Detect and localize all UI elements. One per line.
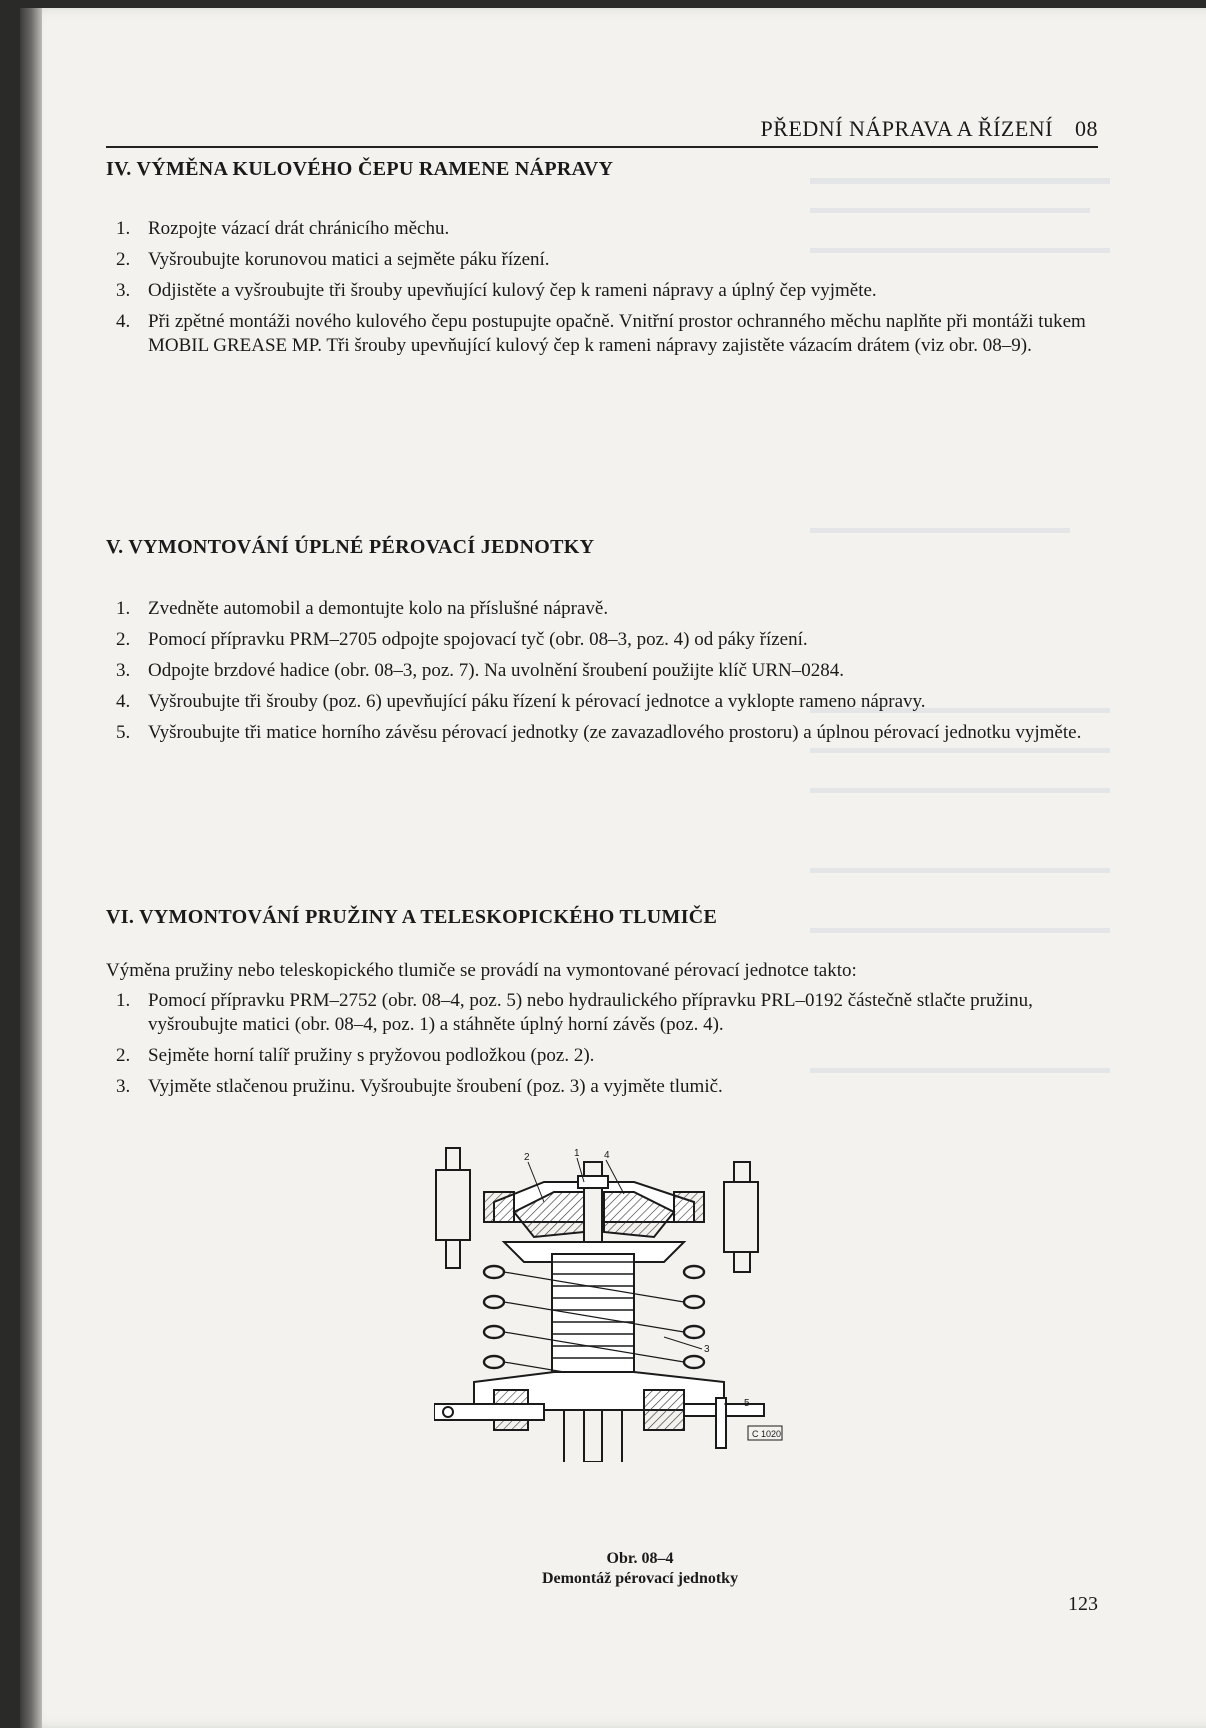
figure-caption-number: Obr. 08–4 [606,1550,674,1567]
section-iv-list [106,217,1118,358]
item-number: 1. [116,990,131,1011]
running-header [106,112,1098,148]
document-page [20,8,1206,1728]
item-text: Vyšroubujte korunovou matici a sejměte páku řízení. [148,249,550,270]
item-number: 3. [116,280,131,301]
section-vi-list [106,989,1118,1099]
item-number: 3. [116,660,131,681]
callout-2: 2 [524,1152,530,1163]
callout-5: 5 [744,1398,750,1409]
section-v [106,536,1118,752]
list-item [106,1044,1118,1068]
callout-4: 4 [604,1150,610,1161]
callout-3: 3 [704,1344,710,1355]
list-item [106,597,1118,621]
item-number: 4. [116,691,131,712]
item-text: Pomocí přípravku PRM–2705 odpojte spojovací tyč (obr. 08–3, poz. 4) od páky řízení. [148,629,808,650]
item-number: 3. [116,1076,131,1097]
list-item [106,659,1118,683]
section-iv-heading: IV. VÝMĚNA KULOVÉHO ČEPU RAMENE NÁPRAVY [106,158,614,180]
item-text: Odjistěte a vyšroubujte tři šrouby upevňující kulový čep k rameni nápravy a úplný čep vyjměte. [148,280,877,301]
bellows [552,1254,634,1372]
item-number: 5. [116,722,131,743]
list-item [106,1075,1118,1099]
chapter-number: 08 [1075,116,1098,141]
section-v-heading: V. VYMONTOVÁNÍ ÚPLNÉ PÉROVACÍ JEDNOTKY [106,536,595,558]
figure-code: C 1020 [752,1429,782,1439]
item-text: Sejměte horní talíř pružiny s pryžovou podložkou (poz. 2). [148,1045,595,1066]
item-text: Odpojte brzdové hadice (obr. 08–3, poz. 7). Na uvolnění šroubení použijte klíč URN–0284. [148,660,844,681]
item-number: 4. [116,311,131,332]
list-item [106,690,1118,714]
item-number: 2. [116,249,131,270]
item-number: 1. [116,218,131,239]
item-number: 2. [116,629,131,650]
section-vi-heading: VI. VYMONTOVÁNÍ PRUŽINY A TELESKOPICKÉHO TLUMIČE [106,906,718,928]
item-text: Pomocí přípravku PRM–2752 (obr. 08–4, poz. 5) nebo hydraulického přípravku PRL–0192 částečně stlačte pružinu, vyšroubujte matici (obr. 08–4, poz. 1) a stáhněte úplný horní závěs (poz. 4). [148,990,1033,1035]
strut-disassembly-figure [434,1142,848,1462]
list-item [106,989,1118,1037]
page-number: 123 [1068,1593,1098,1615]
item-text: Vyšroubujte tři šrouby (poz. 6) upevňující páku řízení k pérovací jednotce a vyklopte rameno nápravy. [148,691,926,712]
item-text: Rozpojte vázací drát chránicího měchu. [148,218,450,239]
item-number: 1. [116,598,131,619]
item-text: Vyšroubujte tři matice horního závěsu pérovací jednotky (ze zavazadlového prostoru) a úplnou pérovací jednotku vyjměte. [148,722,1082,743]
header-title-text: PŘEDNÍ NÁPRAVA A ŘÍZENÍ [760,116,1053,141]
callout-1: 1 [574,1148,580,1159]
section-iv [106,158,1118,365]
list-item [106,279,1118,303]
item-number: 2. [116,1045,131,1066]
list-item [106,310,1118,358]
item-text: Zvedněte automobil a demontujte kolo na příslušné nápravě. [148,598,609,619]
figure-caption-text: Demontáž pérovací jednotky [541,1570,739,1587]
list-item [106,217,1118,241]
list-item [106,721,1118,745]
section-vi-intro: Výměna pružiny nebo teleskopického tlumiče se provádí na vymontované pérovací jednotce takto: [106,960,857,981]
list-item [106,248,1118,272]
list-item [106,628,1118,652]
section-v-list [106,597,1118,745]
item-text: Při zpětné montáži nového kulového čepu postupujte opačně. Vnitřní prostor ochranného měchu naplňte při montáži tukem MOBIL GREASE MP. Tři šrouby upevňující kulový čep k rameni nápravy zajistěte vázacím drátem (viz obr. 08–9). [148,311,1086,356]
book-spine-shadow [20,8,42,1728]
section-vi [106,906,1118,1106]
item-text: Vyjměte stlačenou pružinu. Vyšroubujte šroubení (poz. 3) a vyjměte tlumič. [148,1076,723,1097]
header-title [751,116,1098,142]
